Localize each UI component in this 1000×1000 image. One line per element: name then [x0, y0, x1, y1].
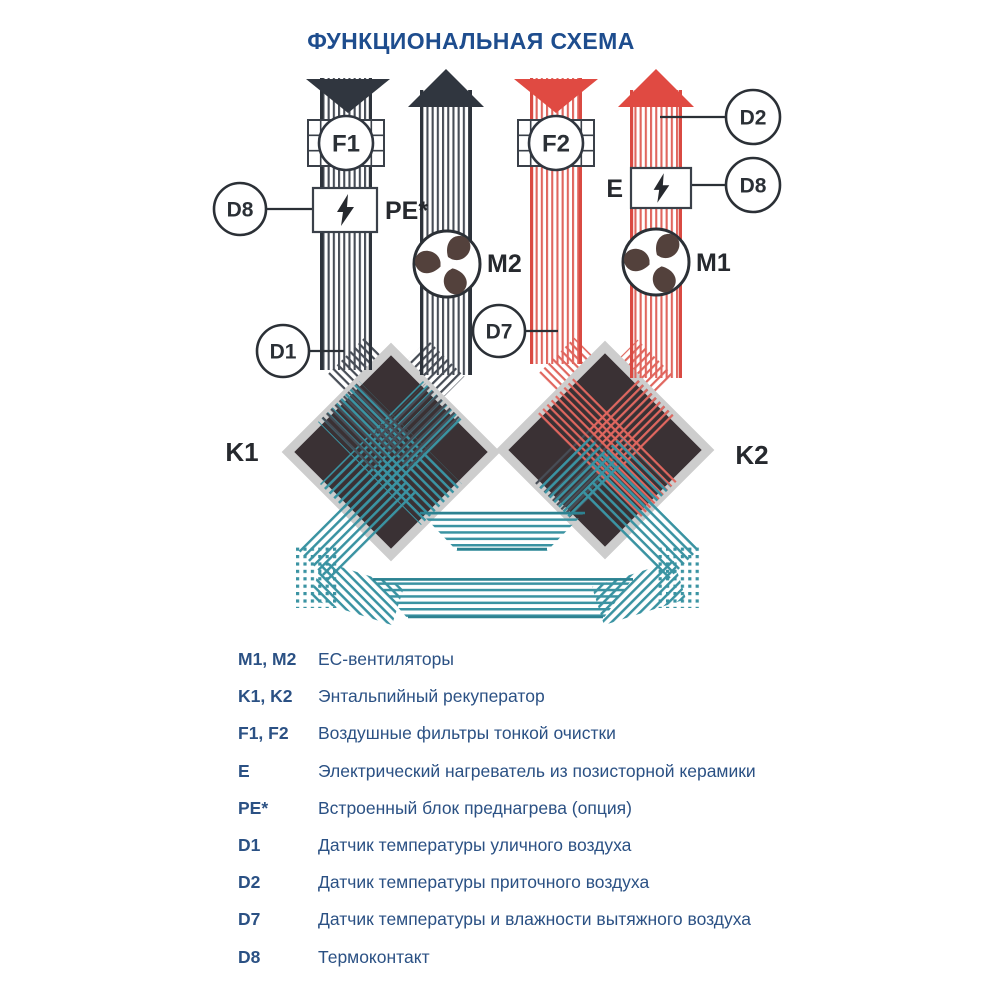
legend-desc: Термоконтакт [318, 946, 430, 967]
exhaust-arrowhead-up [408, 69, 484, 107]
filter-f1-label: F1 [331, 130, 361, 158]
legend-desc: Датчик температуры уличного воздуха [318, 835, 632, 856]
loop-lower-band [373, 578, 633, 619]
filter-f2-label: F2 [541, 130, 571, 158]
fan-m1-label: M1 [696, 249, 731, 277]
legend-row-f [238, 715, 756, 752]
legend-desc: Электрический нагреватель из позисторной керамики [318, 760, 756, 781]
preheater-pe-label: PE* [385, 197, 429, 225]
sensor-d8-left [214, 183, 266, 235]
legend-row-d2 [238, 864, 756, 901]
legend-key: M1, M2 [238, 649, 297, 670]
loop-upper-band [420, 512, 585, 551]
supply-air-arrow [618, 69, 694, 378]
heater-e-block [606, 168, 691, 208]
legend-key: E [238, 760, 250, 781]
legend-key: F1, F2 [238, 723, 289, 744]
extract-arrowhead-down [514, 79, 598, 113]
legend-desc: Датчик температуры и влажности вытяжного воздуха [318, 909, 752, 930]
fan-m2-label: M2 [487, 250, 522, 278]
sensor-d2 [726, 90, 780, 144]
legend-row-k [238, 678, 756, 715]
fan-m2 [411, 231, 522, 298]
sensor-d1 [257, 325, 309, 377]
filter-f2 [518, 116, 594, 170]
svg-text:D2: D2 [739, 106, 767, 130]
legend-key: D1 [238, 835, 261, 856]
legend-desc: Датчик температуры приточного воздуха [318, 872, 650, 893]
preheater-pe-block [313, 188, 428, 232]
fan-m1 [620, 229, 731, 296]
page-title: ФУНКЦИОНАЛЬНАЯ СХЕМА [307, 28, 635, 54]
legend-row-e [238, 753, 756, 790]
recuperator-k1-label: K1 [225, 437, 259, 467]
legend-key: PE* [238, 797, 269, 818]
svg-text:D8: D8 [739, 174, 767, 198]
airflow-loop [294, 478, 702, 619]
legend-key: D7 [238, 909, 261, 930]
legend-key: K1, K2 [238, 686, 293, 707]
legend-row-d8 [238, 939, 756, 976]
legend-row-m [238, 641, 756, 678]
heater-e-label: E [606, 175, 623, 203]
filter-f1 [308, 116, 384, 170]
legend-desc: Энтальпийный рекуператор [318, 686, 545, 707]
intake-arrowhead-down [306, 79, 390, 113]
svg-text:D1: D1 [269, 340, 297, 364]
legend-desc: EC-вентиляторы [318, 649, 454, 670]
legend-key: D2 [238, 872, 261, 893]
legend [238, 641, 756, 976]
legend-row-d1 [238, 827, 756, 864]
legend-row-pe [238, 790, 756, 827]
legend-desc: Встроенный блок преднагрева (опция) [318, 797, 632, 818]
legend-row-d7 [238, 901, 756, 938]
sensor-d8-right [726, 158, 780, 212]
legend-key: D8 [238, 946, 261, 967]
sensor-d7 [473, 305, 525, 357]
recuperator-k2-label: K2 [735, 440, 769, 470]
svg-text:D8: D8 [226, 198, 254, 222]
legend-desc: Воздушные фильтры тонкой очистки [318, 723, 616, 744]
supply-arrowhead-up [618, 69, 694, 107]
svg-text:D7: D7 [485, 320, 513, 344]
